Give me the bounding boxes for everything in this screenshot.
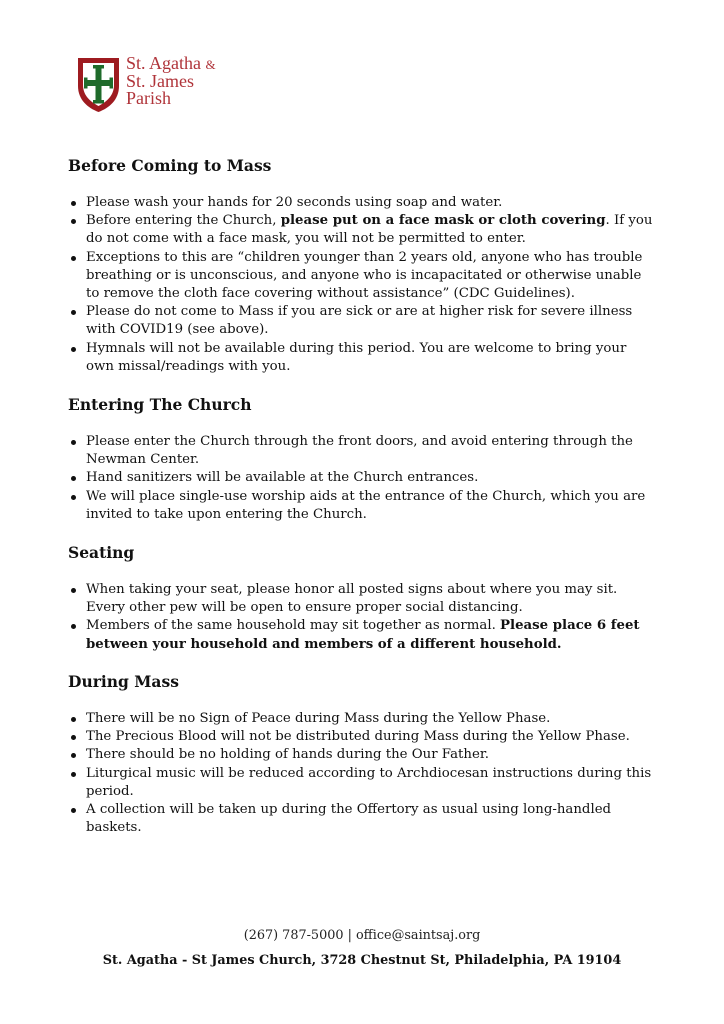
section-title-before-mass: Before Coming to Mass <box>68 156 272 175</box>
section-title-seating: Seating <box>68 543 135 562</box>
list-item: We will place single-use worship aids at the entrance of the Church, which you are invited to take upon entering the Church. <box>68 488 658 524</box>
shield-cross-icon <box>76 56 121 114</box>
parish-name <box>126 55 216 107</box>
logo-line-3: Parish <box>126 88 171 108</box>
logo-line-2: St. James <box>126 71 195 91</box>
list-item: Exceptions to this are “children younger than 2 years old, anyone who has trouble breathing or is unconscious, and anyone who is incapacitated or otherwise unable to remove the cloth face covering without assistance” (CDC Guidelines). <box>68 249 658 304</box>
list-item: Hymnals will not be available during this period. You are welcome to bring your own missal/readings with you. <box>68 340 658 376</box>
section-title-during-mass: During Mass <box>68 672 179 691</box>
list-before-mass <box>68 194 658 376</box>
list-item: The Precious Blood will not be distributed during Mass during the Yellow Phase. <box>68 728 658 746</box>
list-during-mass <box>68 710 658 837</box>
list-item: A collection will be taken up during the Offertory as usual using long-handled baskets. <box>68 801 658 837</box>
list-seating <box>68 581 658 654</box>
list-item: Liturgical music will be reduced according to Archdiocesan instructions during this period. <box>68 765 658 801</box>
list-entering <box>68 433 658 524</box>
list-item: When taking your seat, please honor all posted signs about where you may sit. Every other pew will be open to ensure proper social distancing. <box>68 581 658 617</box>
footer-address: St. Agatha - St James Church, 3728 Chestnut St, Philadelphia, PA 19104 <box>102 953 622 968</box>
footer-contact: (267) 787-5000 | office@saintsaj.org <box>243 928 481 943</box>
list-item: Please wash your hands for 20 seconds using soap and water. <box>68 194 658 212</box>
list-item: Please enter the Church through the front doors, and avoid entering through the Newman Center. <box>68 433 658 469</box>
list-item: There will be no Sign of Peace during Mass during the Yellow Phase. <box>68 710 658 728</box>
parish-logo <box>76 53 256 116</box>
list-item: Please do not come to Mass if you are sick or are at higher risk for severe illness with COVID19 (see above). <box>68 303 658 339</box>
list-item: Members of the same household may sit together as normal. Please place 6 feet between your household and members of a different household. <box>68 617 658 653</box>
list-item: Before entering the Church, please put on a face mask or cloth covering. If you do not come with a face mask, you will not be permitted to enter. <box>68 212 658 248</box>
logo-ampersand: & <box>205 57 216 72</box>
list-item: Hand sanitizers will be available at the Church entrances. <box>68 469 658 487</box>
list-item: There should be no holding of hands during the Our Father. <box>68 746 658 764</box>
section-title-entering: Entering The Church <box>68 395 252 414</box>
logo-line-1: St. Agatha <box>126 53 201 73</box>
